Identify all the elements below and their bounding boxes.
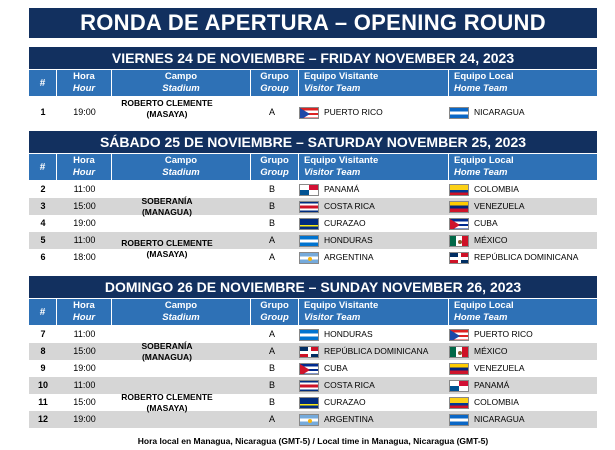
visitor-team (299, 326, 449, 343)
game-number: 4 (40, 218, 46, 228)
game-time: 19:00 (73, 363, 96, 373)
visitor-team-name: HONDURAS (324, 329, 373, 340)
colombia-flag-icon (449, 184, 469, 196)
cuba-flag-icon (299, 363, 319, 375)
home-team-name: PANAMÁ (474, 380, 510, 391)
game-group: B (268, 397, 275, 407)
game-number: 12 (37, 414, 48, 424)
visitor-team (299, 104, 449, 121)
visitor-team (299, 343, 449, 360)
footer-note: Hora local en Managua, Nicaragua (GMT-5) / Local time in Managua, Nicaragua (GMT-5) (137, 436, 489, 446)
home-team (449, 377, 597, 394)
home-team (449, 411, 597, 428)
game-group: B (268, 184, 275, 194)
visitor-team (299, 411, 449, 428)
visitor-team-name: PANAMÁ (324, 184, 360, 195)
home-team-name: NICARAGUA (474, 107, 525, 118)
header-home: Equipo Local Home Team (454, 155, 514, 178)
day-banner: DOMINGO 26 DE NOVIEMBRE – SUNDAY NOVEMBER 26, 2023 (29, 276, 597, 298)
honduras-flag-icon (299, 329, 319, 341)
home-team-name: REPÚBLICA DOMINICANA (474, 252, 579, 263)
colombia-flag-icon (449, 397, 469, 409)
header-home: Equipo Local Home Team (454, 300, 514, 323)
game-number: 8 (40, 346, 46, 356)
header-visitor: Equipo Visitante Visitor Team (299, 299, 449, 325)
venezuela-flag-icon (449, 363, 469, 375)
header-visitor: Equipo Visitante Visitor Team (299, 154, 449, 180)
puerto-rico-flag-icon (299, 107, 319, 119)
header-stadium: Campo Stadium (112, 154, 251, 180)
visitor-team (299, 249, 449, 266)
home-team (449, 343, 597, 360)
home-team-name: PUERTO RICO (474, 329, 533, 340)
header-group: Grupo Group (251, 154, 299, 180)
home-team (449, 249, 597, 266)
game-time: 15:00 (73, 346, 96, 356)
nicaragua-flag-icon (449, 414, 469, 426)
game-group: A (268, 346, 275, 356)
game-time: 19:00 (73, 414, 96, 424)
game-group: A (268, 107, 275, 117)
game-group: A (268, 414, 275, 424)
argentina-flag-icon (299, 414, 319, 426)
stadium-label: ROBERTO CLEMENTE (MASAYA) (121, 238, 213, 259)
costa-rica-flag-icon (299, 380, 319, 392)
game-number: 6 (40, 252, 46, 262)
game-number: 1 (40, 107, 46, 117)
home-team (449, 360, 597, 377)
visitor-team-name: ARGENTINA (324, 252, 374, 263)
honduras-flag-icon (299, 235, 319, 247)
game-time: 11:00 (73, 380, 96, 390)
table-header (29, 154, 597, 180)
home-team (449, 326, 597, 343)
header-num: # (29, 299, 57, 325)
header-stadium: Campo Stadium (112, 299, 251, 325)
game-number: 2 (40, 184, 46, 194)
game-group: B (268, 380, 275, 390)
home-team-name: COLOMBIA (474, 184, 519, 195)
argentina-flag-icon (299, 252, 319, 264)
home-team (449, 232, 597, 249)
puerto-rico-flag-icon (449, 329, 469, 341)
game-group: B (268, 218, 275, 228)
game-group: A (268, 329, 275, 339)
visitor-team (299, 181, 449, 198)
game-time: 15:00 (73, 397, 96, 407)
header-hour: Hora Hour (57, 154, 112, 180)
dominican-republic-flag-icon (449, 252, 469, 264)
visitor-team-name: CURAZAO (324, 397, 366, 408)
home-team-name: MÉXICO (474, 346, 508, 357)
visitor-team-name: CUBA (324, 363, 348, 374)
visitor-team-name: COSTA RICA (324, 380, 375, 391)
game-number: 7 (40, 329, 46, 339)
venezuela-flag-icon (449, 201, 469, 213)
stadium-label: SOBERANÍA (MANAGUA) (141, 195, 193, 217)
day-banner: VIERNES 24 DE NOVIEMBRE – FRIDAY NOVEMBER 24, 2023 (29, 47, 597, 69)
page-title: RONDA DE APERTURA – OPENING ROUND (29, 8, 597, 38)
home-team-name: CUBA (474, 218, 498, 229)
visitor-team (299, 232, 449, 249)
panama-flag-icon (449, 380, 469, 392)
header-group: Grupo Group (251, 299, 299, 325)
visitor-team-name: COSTA RICA (324, 201, 375, 212)
game-time: 11:00 (73, 329, 96, 339)
game-group: A (268, 252, 275, 262)
day-banner: SÁBADO 25 DE NOVIEMBRE – SATURDAY NOVEMBER 25, 2023 (29, 131, 597, 153)
visitor-team-name: REPÚBLICA DOMINICANA (324, 346, 429, 357)
dominican-republic-flag-icon (299, 346, 319, 358)
home-team (449, 181, 597, 198)
game-group: B (268, 363, 275, 373)
costa-rica-flag-icon (299, 201, 319, 213)
home-team-name: VENEZUELA (474, 363, 525, 374)
header-num: # (29, 154, 57, 180)
game-time: 11:00 (73, 184, 96, 194)
header-hour: Hora Hour (57, 70, 112, 96)
stadium-label: SOBERANÍA (MANAGUA) (141, 340, 193, 362)
header-num: # (29, 70, 57, 96)
visitor-team-name: ARGENTINA (324, 414, 374, 425)
home-team-name: VENEZUELA (474, 201, 525, 212)
curacao-flag-icon (299, 397, 319, 409)
header-stadium: Campo Stadium (112, 70, 251, 96)
stadium-label: ROBERTO CLEMENTE (MASAYA) (121, 98, 213, 119)
game-time: 19:00 (73, 107, 96, 117)
game-group: A (268, 235, 275, 245)
header-home: Equipo Local Home Team (454, 71, 514, 94)
visitor-team (299, 377, 449, 394)
game-time: 19:00 (73, 218, 96, 228)
visitor-team (299, 360, 449, 377)
header-visitor: Equipo Visitante Visitor Team (299, 70, 449, 96)
visitor-team (299, 198, 449, 215)
game-number: 11 (38, 397, 48, 407)
visitor-team-name: PUERTO RICO (324, 107, 383, 118)
home-team-name: MÉXICO (474, 235, 508, 246)
game-number: 10 (37, 380, 48, 390)
visitor-team (299, 394, 449, 411)
visitor-team-name: CURAZAO (324, 218, 366, 229)
home-team (449, 215, 597, 232)
game-number: 9 (40, 363, 46, 373)
game-number: 5 (40, 235, 46, 245)
visitor-team (299, 215, 449, 232)
game-time: 15:00 (73, 201, 96, 211)
header-group: Grupo Group (251, 70, 299, 96)
table-header (29, 299, 597, 325)
panama-flag-icon (299, 184, 319, 196)
game-time: 11:00 (73, 235, 96, 245)
game-number: 3 (40, 201, 46, 211)
game-time: 18:00 (73, 252, 96, 262)
cuba-flag-icon (449, 218, 469, 230)
nicaragua-flag-icon (449, 107, 469, 119)
home-team (449, 394, 597, 411)
mexico-flag-icon (449, 346, 469, 358)
stadium-label: ROBERTO CLEMENTE (MASAYA) (121, 391, 213, 413)
home-team (449, 198, 597, 215)
table-header (29, 70, 597, 96)
mexico-flag-icon (449, 235, 469, 247)
visitor-team-name: HONDURAS (324, 235, 373, 246)
home-team (449, 104, 597, 121)
header-hour: Hora Hour (57, 299, 112, 325)
home-team-name: COLOMBIA (474, 397, 519, 408)
home-team-name: NICARAGUA (474, 414, 525, 425)
game-group: B (268, 201, 275, 211)
curacao-flag-icon (299, 218, 319, 230)
